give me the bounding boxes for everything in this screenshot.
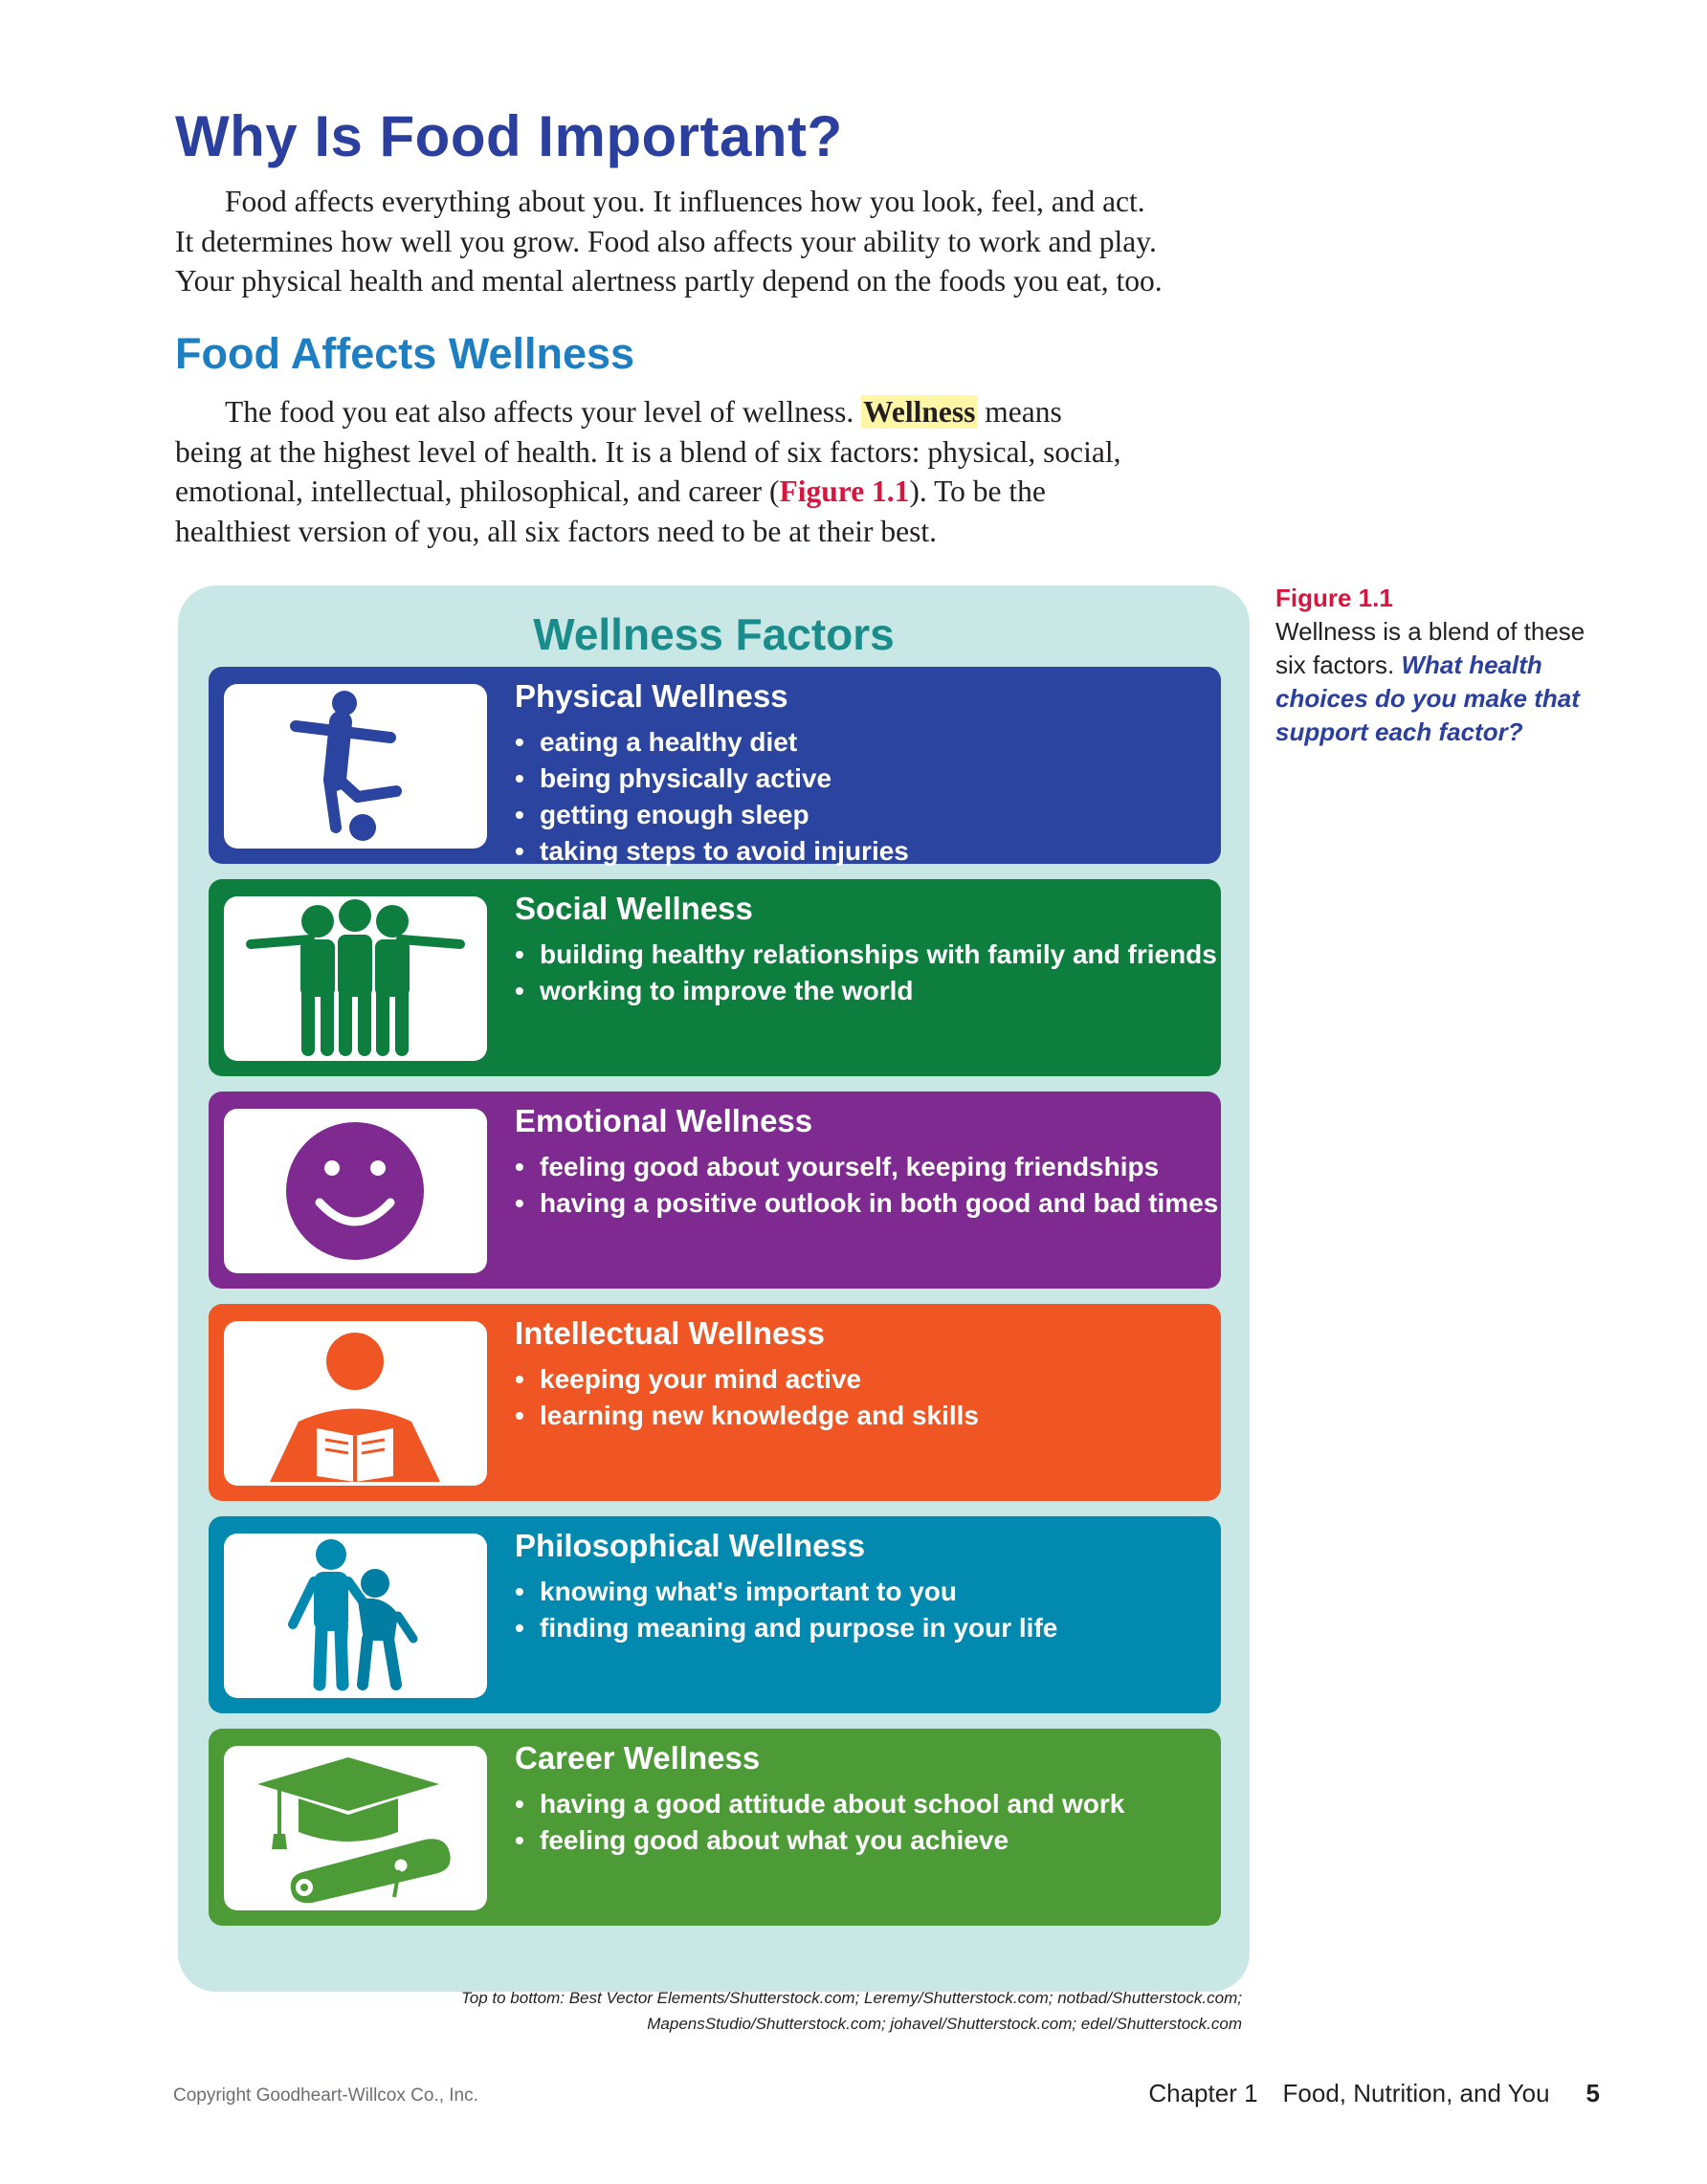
list-item: • finding meaning and purpose in your life	[515, 1610, 1057, 1646]
intro-line: Food affects everything about you. It influences how you look, feel, and act.	[225, 185, 1145, 218]
list-item: • taking steps to avoid injuries	[515, 833, 909, 870]
credit-line: Top to bottom: Best Vector Elements/Shutterstock.com; Leremy/Shutterstock.com; notbad/Shutterstock.com;	[460, 1989, 1242, 2007]
text-run: The food you eat also affects your level of wellness.	[225, 395, 862, 429]
bullet-list	[515, 1574, 1057, 1646]
career-wellness-card	[209, 1729, 1221, 1926]
image-credits	[461, 1985, 1242, 2037]
intro-paragraph	[175, 182, 1285, 301]
card-title: Career Wellness	[515, 1740, 761, 1776]
page-title: Why Is Food Important?	[175, 104, 843, 168]
figure-reference-link[interactable]: Figure 1.1	[779, 474, 910, 508]
figure-caption	[1275, 582, 1601, 749]
list-item: • feeling good about yourself, keeping friendships	[515, 1149, 1218, 1185]
list-item: • having a good attitude about school and work	[515, 1786, 1124, 1822]
list-item: • working to improve the world	[515, 973, 1217, 1009]
card-title: Emotional Wellness	[515, 1103, 813, 1138]
chapter-number: Chapter 1	[1148, 2079, 1258, 2107]
soccer-player-icon	[224, 684, 487, 849]
credit-line: MapensStudio/Shutterstock.com; johavel/Shutterstock.com; edel/Shutterstock.com	[647, 2015, 1242, 2033]
wellness-keyword: Wellness	[863, 395, 976, 429]
figure-label: Figure 1.1	[1275, 584, 1393, 612]
wellness-factors-figure	[178, 585, 1250, 1992]
bullet-list	[515, 937, 1217, 1009]
card-title: Physical Wellness	[515, 678, 788, 714]
bullet-list	[515, 1786, 1124, 1859]
emotional-wellness-card	[209, 1092, 1221, 1289]
paragraph-line: being at the highest level of health. It is a blend of six factors: physical, social,	[175, 434, 1121, 469]
intro-line: Your physical health and mental alertness partly depend on the foods you eat, too.	[175, 264, 1163, 298]
bullet-list	[515, 1149, 1218, 1222]
bullet-list	[515, 1361, 979, 1434]
smiley-face-icon	[224, 1109, 487, 1273]
card-title: Social Wellness	[515, 891, 753, 926]
wellness-paragraph	[175, 392, 1285, 551]
section-title: Food Affects Wellness	[175, 329, 635, 378]
list-item: • building healthy relationships with family and friends	[515, 937, 1217, 973]
figure-title: Wellness Factors	[533, 609, 895, 659]
paragraph-line	[175, 472, 1285, 512]
page-footer	[1148, 2079, 1600, 2108]
copyright-notice: Copyright Goodheart-Willcox Co., Inc.	[173, 2085, 478, 2106]
caption-text: Wellness is a blend of these six factors.	[1275, 617, 1585, 679]
intro-line: It determines how well you grow. Food also affects your ability to work and play.	[175, 224, 1157, 258]
bullet-list	[515, 724, 909, 870]
list-item: • learning new knowledge and skills	[515, 1398, 979, 1434]
text-run: means	[977, 395, 1062, 429]
graduation-cap-diploma-icon	[224, 1746, 487, 1910]
text-run: emotional, intellectual, philosophical, and career (	[175, 474, 780, 508]
list-item: • feeling good about what you achieve	[515, 1822, 1124, 1859]
person-reading-icon	[224, 1321, 487, 1486]
list-item: • getting enough sleep	[515, 797, 909, 833]
chapter-title: Food, Nutrition, and You	[1282, 2079, 1550, 2107]
paragraph-line: healthiest version of you, all six factors need to be at their best.	[175, 514, 938, 548]
card-title: Philosophical Wellness	[515, 1528, 866, 1563]
philosophical-wellness-card	[209, 1516, 1221, 1713]
list-item: • being physically active	[515, 761, 909, 797]
physical-wellness-card	[209, 667, 1221, 864]
intellectual-wellness-card	[209, 1304, 1221, 1501]
group-of-people-icon	[224, 896, 487, 1061]
text-run: ). To be the	[909, 474, 1046, 508]
caption-question: What health choices do you make that support each factor?	[1275, 651, 1580, 746]
card-title: Intellectual Wellness	[515, 1315, 826, 1351]
list-item: • having a positive outlook in both good and bad times	[515, 1185, 1218, 1222]
social-wellness-card	[209, 879, 1221, 1076]
list-item: • knowing what's important to you	[515, 1574, 1057, 1610]
elderly-couple-icon	[224, 1533, 487, 1698]
page-number: 5	[1585, 2079, 1600, 2107]
paragraph-line	[175, 392, 1285, 432]
list-item: • eating a healthy diet	[515, 724, 909, 761]
list-item: • keeping your mind active	[515, 1361, 979, 1398]
